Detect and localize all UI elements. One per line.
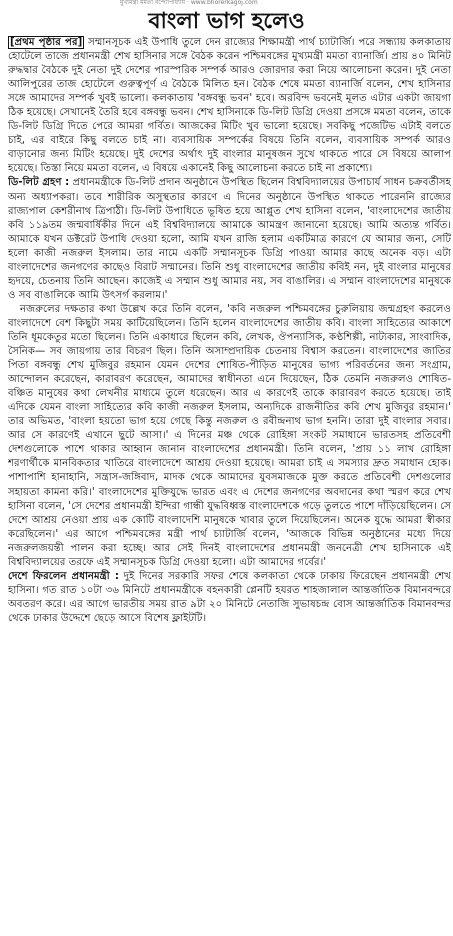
paragraph-text: নজরুলের দক্ষতার কথা উল্লেখ করে তিনি বলেন, 'কবি নজরুল পশ্চিমবঙ্গের চুরুলিয়ায় জন্মগ্রহণ করলেও বাংলাদেশে বেশ কিছুটা সময় কাটিয়েছিলেন। তিনি হলেন বাংলাদেশের জাতীয় কবি। বাংলা সাহিত্যের আকাশে তিনি ধূমকেতুর মতো ছিলেন। তিনি একাধারে ছিলেন কবি, লেখক, ঔপন্যাসিক, কণ্ঠশিল্পী, নাট্যকার, সাংবাদিক, সৈনিক— সব জায়গায় তার বিচরণ ছিল। তিনি অসাম্প্রদায়িক চেতনায় বিশ্বাস করতেন। বাংলাদেশের জাতির পিতা বঙ্গবন্ধু শেখ মুজিবুর রহমান যেমন দেশের শোষিত-পীড়িত মানুষের ভাগ্য পরিবর্তনের জন্য সংগ্রাম, আন্দোলন করেছেন, কারাবরণ করেছেন, আমাদের স্বাধীনতা এনে দিয়েছেন, ঠিক তেমনি নজরুলও শোষিত-বঞ্চিত মানুষের কথা লেখনীর মাধ্যমে তুলে ধরেছেন। আর এ কারণেই তাকে কারাবরণ করতে হয়েছে। তাই এদিকে যেমন বাংলা সাহিত্যের কবি কাজী নজরুল ইসলাম, অন্যদিকে রাজনীতির কবি শেখ মুজিবুর রহমান।' তার অভিমত, 'বাংলা হয়তো ভাগ হয়ে গেছে কিন্তু নজরুল ও রবীন্দ্রনাথ ভাগ হননি। তারা দুই বাংলার সবার। আর সে কারণেই এখানে ছুটে আসা।' এ দিনের মঞ্চ থেকে রোহিঙ্গা সংকট সমাধানে ভারতসহ প্রতিবেশী দেশগুলোকে পাশে থাকার আহ্বান জানান বাংলাদেশের প্রধানমন্ত্রী। তিনি বলেন, 'প্রায় ১১ লাখ রোহিঙ্গা শরণার্থীকে মানবিকতার খাতিরে বাংলাদেশে আশ্রয় দেওয়া হয়েছে। আমরা চাই এ সমস্যার দ্রুত সমাধান হোক। পাশাপাশি হানাহানি, সন্ত্রাস-জঙ্গিবাদ, মাদক থেকে আমাদের যুবসমাজকে মুক্ত করতে প্রতিবেশী দেশগুলোর সহায়তা কামনা করি।' বাংলাদেশের মুক্তিযুদ্ধে ভারত এবং এ দেশের জনগণের অবদানের কথা স্মরণ করে শেখ হাসিনা বলেন, 'সে দেশের প্রধানমন্ত্রী ইন্দিরা গান্ধী যুদ্ধবিধ্বস্ত বাংলাদেশকে গড়ে তুলতে পাশে দাঁড়িয়েছিলেন। সে দেশে আশ্রয় নেওয়া প্রায় এক কোটি বাংলাদেশি মানুষকে খাবার তুলে দিয়েছিলেন। অনেক যুদ্ধে আমরা স্বীকার করেছিলেন।' এর আগে পশ্চিমবঙ্গের মন্ত্রী পার্থ চ্যাটার্জি বলেন, 'আজকে বিভিন্ন অনুষ্ঠানের মধ্যে দিয়ে নজরুলজয়ন্তী পালন করা হচ্ছে। আর সেই দিনই বাংলাদেশের প্রধানমন্ত্রী জননেত্রী শেখ হাসিনাকে এই বিশ্ববিদ্যালয়ের তরফে এই সম্মানসূচক ডিগ্রি দেওয়া হলো। এটা আমাদের গর্বের।'	[8, 303, 451, 568]
headline: বাংলা ভাগ হলেও	[148, 8, 305, 34]
paragraph-3	[8, 303, 451, 570]
cut-top-strip: মুখ্যমন্ত্রী মমতা বন্দ্যোপাধ্যায় · www.bhorerkagoj.com	[120, 0, 258, 6]
paragraph-text: প্রধানমন্ত্রীকে ডি-লিট প্রদান অনুষ্ঠানে উপস্থিত ছিলেন বিশ্ববিদ্যালয়ের উপাচার্য সাধন চক্রবর্তীসহ অন্য অধ্যাপকরা। তবে শারীরিক অসুস্থতার কারণে এ দিনের অনুষ্ঠানে উপস্থিত থাকতে পারেননি রাজ্যের রাজ্যপাল কেশরীনাথ ত্রিপাঠী। ডি-লিট উপাধিতে ভূষিত হয়ে আপ্লুত শেখ হাসিনা বলেন, 'বাংলাদেশের জাতীয় কবি ১১৯তম জন্মবার্ষিকীর দিনে এই বিশ্ববিদ্যালয়ে আমাকে আমন্ত্রণ জানানো হয়েছে। আমি অত্যন্ত গর্বিত। আমাকে যখন ডক্টরেট উপাধি দেওয়া হলো, আমি যখন রাজি হলাম একটিমাত্র কারণে যে আমার জন্য, সেটি হলো কাজী নজরুল ইসলাম। তার নামে একটি সম্মানসূচক ডিগ্রি পাওয়া আমার কাছে অনেক বড়। এটা বাংলাদেশের জনগণের কাছেও বিরাট সম্মানের। তিনি শুধু বাংলাদেশের জাতীয় কবিই নন, দুই বাংলার মানুষের হৃদয়ে, চেতনায় তিনি আছেন। কাজেই এ সম্মান শুধু আমার নয়, সব বাঙালির। এ সম্মান বাংলাদেশের মানুষকে ও সব বাঙালিকে আমি উৎসর্গ করলাম।'	[8, 177, 451, 301]
subheading-dlit: ডি-লিট গ্রহণ :	[8, 177, 70, 189]
paragraph-2	[8, 176, 451, 302]
article-body	[8, 36, 451, 926]
paragraph-text: সম্মানসূচক এই উপাধি তুলে দেন রাজ্যের শিক্ষামন্ত্রী পার্থ চ্যাটার্জি। পরে সন্ধ্যায় কলকাতায় হোটেলে তাজে প্রধানমন্ত্রী শেখ হাসিনার সঙ্গে বৈঠক করেন পশ্চিমবঙ্গের মুখ্যমন্ত্রী মমতা ব্যানার্জি। প্রায় ৪০ মিনিট রুদ্ধদ্বার বৈঠকে দুই নেতা দুই দেশের পারস্পরিক সম্পর্ক আরও জোরদার করা নিয়ে আলোচনা করেন। দুই নেতা আলিপুরের তাজ হোটেলে গুরুত্বপূর্ণ এ বৈঠকে মিলিত হন। বৈঠক শেষে মমতা ব্যানার্জি বলেন, শেখ হাসিনার সঙ্গে আমাদের সম্পর্ক খুবই ভালো। কলকাতায় 'বঙ্গবন্ধু ভবন' হবে। অরবিন্দ ভবনেই মূলত এটার একটা জায়গা ঠিক হয়েছে। সেখানেই তৈরি হবে বঙ্গবন্ধু ভবন। শেখ হাসিনাকে ডি-লিট ডিগ্রি দেওয়া প্রসঙ্গে মমতা বলেন, তাকে ডি-লিট ডিগ্রি দিতে পেরে আমরা গর্বিত। আজকের মিটিং খুব ভালো হয়েছে। সবকিছু পজেটিভ এটাই বলতে চাই, এর বাইরে কিছু বলতে চাই না। ব্যবসায়িক সম্পর্কের বিষয়ে তিনি বলেন, ব্যবসায়িক সম্পর্ক আরও বাড়ানোর জন্য মিটিং হয়েছে। দুই দেশের অর্থাৎ দুই বাংলার মানুষজন সুখে থাকতে পারে সে বিষয়ে আলাপ হয়েছে। তিস্তা নিয়ে মমতা বলেন, এ বিষয়ে একানেই কিছু আলোচনা করতে চাই না প্রকাশ্যে।	[8, 37, 451, 175]
paragraph-text: দুই দিনের সরকারি সফর শেষে কলকাতা থেকে ঢাকায় ফিরেছেন প্রধানমন্ত্রী শেখ হাসিনা। গত রাত ১০টা ৩৬ মিনিটে প্রধানমন্ত্রীকে বহনকারী প্লেনটি হযরত শাহজালাল আন্তর্জাতিক বিমানবন্দরে অবতরণ করে। এর আগে ভারতীয় সময় রাত ৯টা ২০ মিনিটে নেতাজি সুভাষচন্দ্র বোস আন্তর্জাতিক বিমানবন্দর থেকে ঢাকার উদ্দেশে ছেড়ে আসে বিশেষ ফ্লাইটটি।	[8, 570, 451, 624]
continuation-marker: [প্রথম পৃষ্ঠার পর]	[10, 37, 83, 48]
paragraph-4	[8, 570, 451, 626]
subheading-return: দেশে ফিরলেন প্রধানমন্ত্রী :	[8, 570, 119, 582]
paragraph-1	[8, 36, 451, 176]
